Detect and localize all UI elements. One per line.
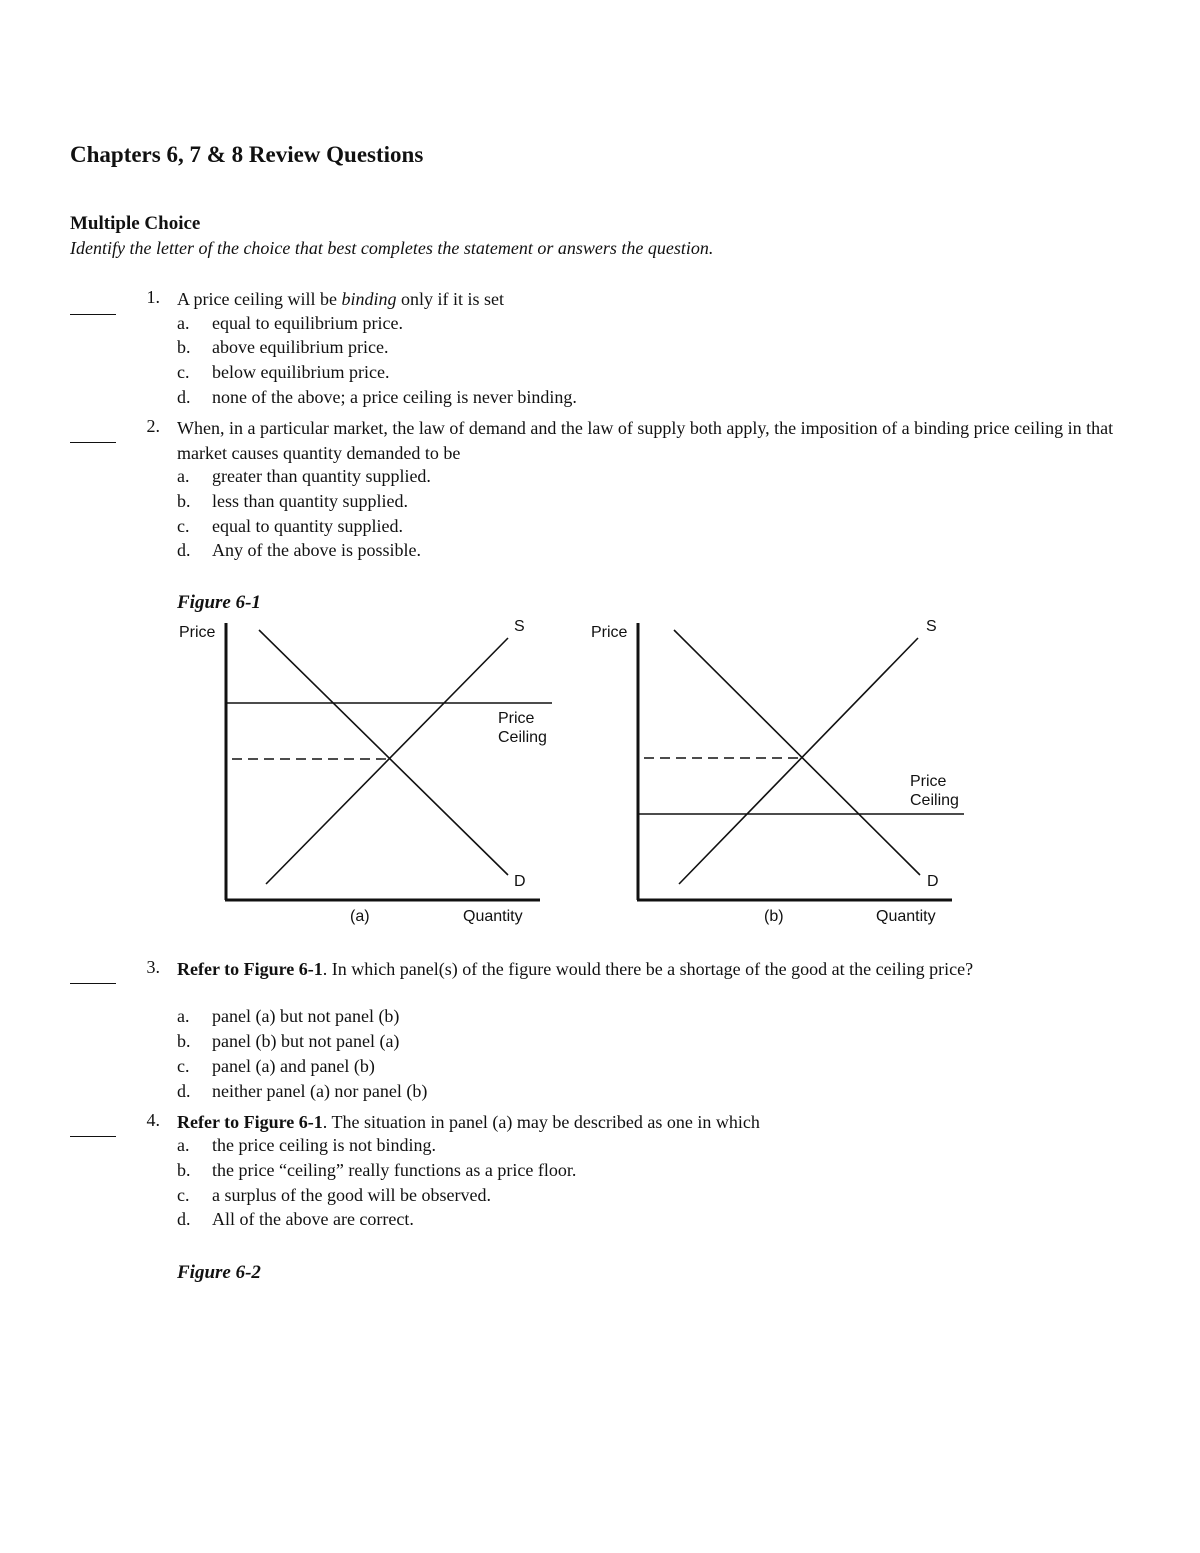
y-axis-label: Price (591, 624, 628, 641)
question-stem: Refer to Figure 6-1. In which panel(s) of the figure would there be a shortage of the good at the ceiling price? (177, 959, 974, 979)
ceiling-label-1: Price (910, 773, 947, 790)
x-axis-label: Quantity (463, 908, 523, 925)
option-a[interactable]: a. the price ceiling is not binding. (177, 1135, 436, 1155)
supply-curve (266, 638, 508, 884)
supply-curve (679, 638, 918, 884)
option-b[interactable]: b. the price “ceiling” really functions as a price floor. (177, 1160, 577, 1180)
option-d[interactable]: d. All of the above are correct. (177, 1209, 414, 1229)
answer-blank-4[interactable] (70, 1136, 116, 1137)
x-axis-label: Quantity (876, 908, 936, 925)
option-b[interactable]: b. less than quantity supplied. (177, 491, 408, 511)
section-heading: Multiple Choice (70, 213, 201, 234)
panel-a (179, 618, 552, 925)
option-b[interactable]: b. panel (b) but not panel (a) (177, 1031, 400, 1051)
panel-label: (b) (764, 908, 784, 925)
demand-curve (259, 630, 508, 875)
ceiling-label-2: Ceiling (910, 792, 959, 809)
question-number: 1. (146, 287, 160, 307)
panel-b (591, 618, 964, 925)
answer-blank-3[interactable] (70, 983, 116, 984)
option-a[interactable]: a. equal to equilibrium price. (177, 313, 403, 333)
question-stem: A price ceiling will be binding only if it is set (177, 289, 504, 309)
option-d[interactable]: d. none of the above; a price ceiling is never binding. (177, 387, 577, 407)
ceiling-label-2: Ceiling (498, 729, 547, 746)
demand-label: D (927, 873, 939, 890)
page-title: Chapters 6, 7 & 8 Review Questions (70, 142, 424, 167)
option-b[interactable]: b. above equilibrium price. (177, 337, 389, 357)
option-c[interactable]: c. panel (a) and panel (b) (177, 1056, 375, 1076)
panel-label: (a) (350, 908, 370, 925)
question-stem: Refer to Figure 6-1. The situation in panel (a) may be described as one in which (177, 1112, 760, 1132)
option-a[interactable]: a. panel (a) but not panel (b) (177, 1006, 400, 1026)
question-number: 2. (146, 416, 160, 436)
option-c[interactable]: c. a surplus of the good will be observed. (177, 1185, 491, 1205)
option-d[interactable]: d. neither panel (a) nor panel (b) (177, 1081, 428, 1101)
demand-curve (674, 630, 920, 875)
option-c[interactable]: c. below equilibrium price. (177, 362, 390, 382)
question-number: 3. (146, 957, 160, 977)
question-stem: When, in a particular market, the law of demand and the law of supply both apply, the imposition of a binding price ceiling in that market causes quantity demanded to be (177, 418, 1114, 463)
supply-label: S (926, 618, 937, 635)
supply-label: S (514, 618, 525, 635)
option-a[interactable]: a. greater than quantity supplied. (177, 466, 431, 486)
ceiling-label-1: Price (498, 710, 535, 727)
option-c[interactable]: c. equal to quantity supplied. (177, 516, 403, 536)
figure-caption: Figure 6-1 (177, 592, 261, 613)
y-axis-label: Price (179, 624, 216, 641)
instructions: Identify the letter of the choice that best completes the statement or answers the question. (70, 238, 714, 258)
option-d[interactable]: d. Any of the above is possible. (177, 540, 421, 560)
demand-label: D (514, 873, 526, 890)
question-number: 4. (146, 1110, 160, 1130)
figure-caption: Figure 6-2 (177, 1262, 261, 1283)
